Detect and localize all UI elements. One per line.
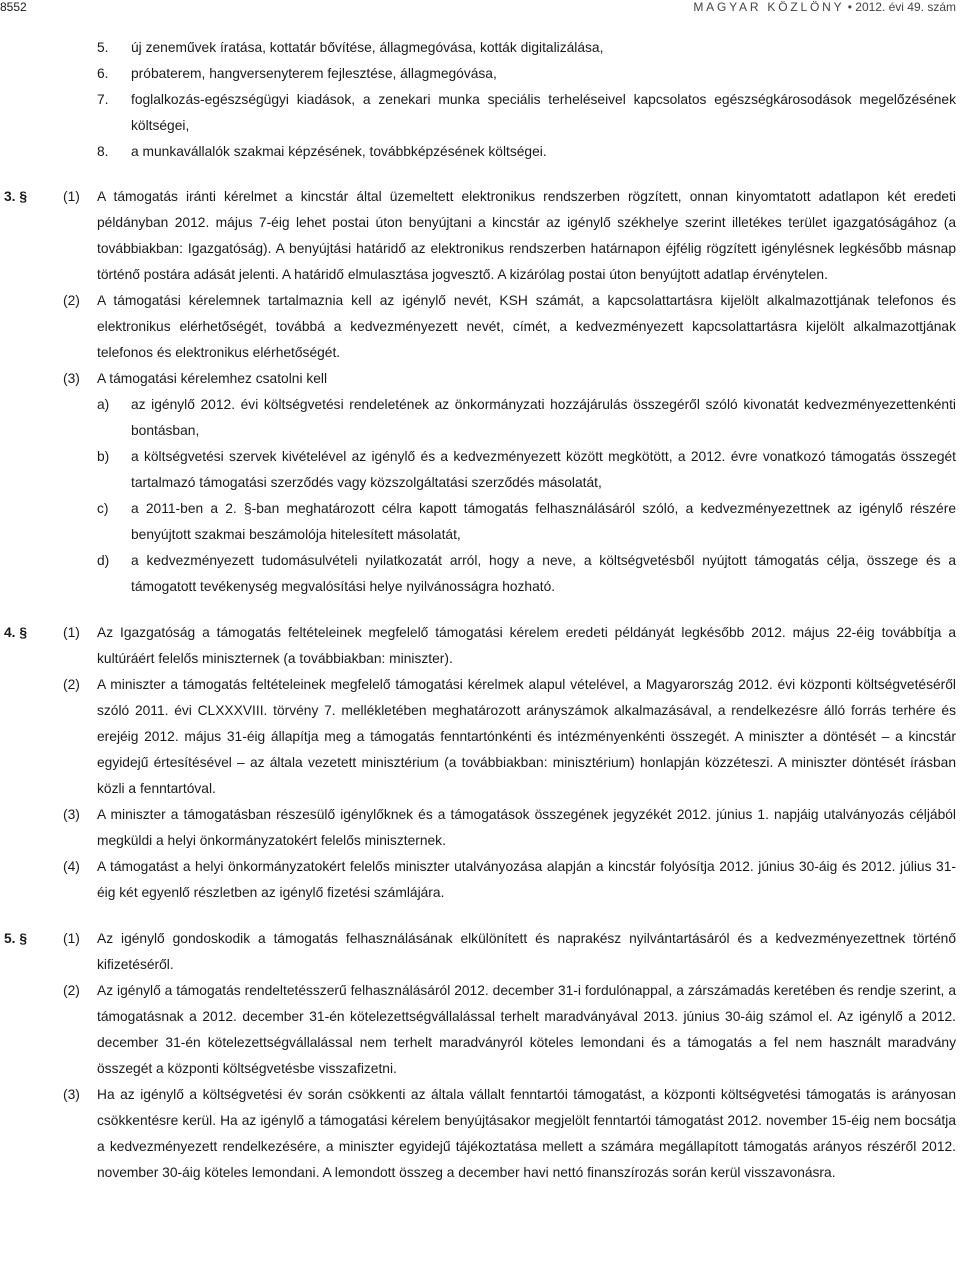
page-header <box>0 0 960 18</box>
list-item-text: próbaterem, hangversenyterem fejlesztése, állagmegóvása, <box>131 66 497 81</box>
paragraph <box>63 1082 956 1186</box>
sections <box>4 184 956 1186</box>
section-label: 4. § <box>4 625 28 640</box>
sub-item <box>97 548 956 600</box>
bullet-separator: • <box>847 0 852 14</box>
list-item <box>97 61 956 87</box>
sub-item-letter: b) <box>97 449 110 464</box>
paragraph-text: Az igénylő a támogatás rendeltetésszerű felhasználásáról 2012. december 31-i fordulónappal, a zárszámadás keretében és rendje szerint, a támogatásnak a 2012. december 31-én kötelezettségvállalással terhelt maradványával 2013. június 30-áig számol el. Az igénylő a 2012. december 31-én kötelezettségvállalással nem terhelt maradványról köteles lemondani és a támogatás a fel nem használt maradvány összegét a központi költségvetésbe visszafizetni. <box>97 983 956 1076</box>
section-3 <box>4 184 956 600</box>
paragraph-content <box>97 802 956 854</box>
section-4 <box>4 620 956 906</box>
paragraph-text: Ha az igénylő a költségvetési év során csökkenti az általa vállalt fenntartói támogatást, a központi költségvetési támogatás is arányosan csökkentésre kerül. Ha az igénylő a támogatási kérelem benyújtásakor megjelölt fenntartói támogatást 2012. november 15-éig nem bocsátja a kedvezményezett rendelkezésére, a miniszter egyidejű tájékoztatása mellett a számára megállapított támogatás arányos részéről 2012. november 30-áig köteles lemondani. A lemondott összeg a december havi nettó finanszírozás során kerül visszavonásra. <box>97 1087 956 1180</box>
list-item-text: a munkavállalók szakmai képzésének, továbbképzésének költségei. <box>131 144 547 159</box>
paragraph <box>63 288 956 366</box>
list-item-number: 6. <box>97 66 109 81</box>
list-item-number: 8. <box>97 144 109 159</box>
paragraph-text: Az igénylő gondoskodik a támogatás felhasználásának elkülönített és naprakész nyilvántartásáról és a kedvezményezettnek történő kifizetéséről. <box>97 931 956 972</box>
paragraph-text: Az Igazgatóság a támogatás feltételeinek megfelelő támogatási kérelem eredeti példányát legkésőbb 2012. május 22-éig továbbítja a kultúráért felelős miniszternek (a továbbiakban: miniszter). <box>97 625 956 666</box>
list-item-number: 7. <box>97 92 109 107</box>
paragraph <box>63 672 956 802</box>
paragraph-text: A támogatás iránti kérelmet a kincstár által üzemeltett elektronikus rendszerben rögzített, onnan kinyomtatott adatlapon két eredeti példányban 2012. május 7-éig lehet postai úton benyújtani a kincstár az igénylő székhelye szerint illetékes terület igazgatóságához (a továbbiakban: Igazgatóság). A benyújtási határidő az elektronikus rendszerben határnapon éjfélig rögzített igénylésnek legkésőbb másnap történő postára adását jelenti. A határidő elmulasztása jogvesztő. A kizárólag postai úton benyújtott adatlap érvénytelen. <box>97 189 956 282</box>
section-body <box>63 620 956 906</box>
section-label: 5. § <box>4 931 28 946</box>
sub-item-letter: c) <box>97 501 109 516</box>
paragraph-text: A miniszter a támogatásban részesülő igénylőknek és a támogatások összegének jegyzékét 2012. június 1. napjáig utalványozás céljából megküldi a helyi önkormányzatokért felelős miniszternek. <box>97 807 956 848</box>
sub-item <box>97 444 956 496</box>
list-item-text: foglalkozás-egészségügyi kiadások, a zenekari munka speciális terheléseivel kapcsolatos egészségkárosodások megelőzésének költségei, <box>131 92 956 133</box>
paragraph-text: A támogatási kérelemnek tartalmaznia kell az igénylő nevét, KSH számát, a kapcsolattartásra kijelölt alkalmazottjának telefonos és elektronikus elérhetőségét, továbbá a kedvezményezett nevét, címét, a kedvezményezett kapcsolattartásra kijelölt alkalmazottjának telefonos és elektronikus elérhetőségét. <box>97 293 956 360</box>
paragraph-number: (2) <box>63 983 80 998</box>
list-item-number: 5. <box>97 40 109 55</box>
sub-item-letter: d) <box>97 553 110 568</box>
section-body <box>63 926 956 1186</box>
paragraph <box>63 926 956 978</box>
paragraph-content <box>97 620 956 672</box>
paragraph-number: (3) <box>63 371 80 386</box>
sub-item <box>97 496 956 548</box>
paragraph <box>63 802 956 854</box>
paragraph-text: A támogatási kérelemhez csatolni kell <box>97 371 328 386</box>
paragraph-number: (2) <box>63 677 80 692</box>
paragraph-content <box>97 926 956 978</box>
list-item <box>97 139 956 165</box>
paragraph-text: A támogatást a helyi önkormányzatokért felelős miniszter utalványozása alapján a kincstár folyósítja 2012. június 30-áig és 2012. július 31-éig két egyenlő részletben az igénylő fizetési számlájára. <box>97 859 956 900</box>
sub-item-letter: a) <box>97 397 110 412</box>
paragraph-content <box>97 288 956 366</box>
page-number: 8552 <box>0 0 27 14</box>
paragraph <box>63 366 956 600</box>
document-body <box>4 35 956 1186</box>
list-item <box>97 35 956 61</box>
paragraph <box>63 854 956 906</box>
paragraph <box>63 184 956 288</box>
list-item-text: új zeneművek íratása, kottatár bővítése, állagmegóvása, kották digitalizálása, <box>131 40 604 55</box>
paragraph-number: (2) <box>63 293 80 308</box>
paragraph-content <box>97 1082 956 1186</box>
intro-list <box>4 35 956 165</box>
section-body <box>63 184 956 600</box>
section-label: 3. § <box>4 189 28 204</box>
paragraph <box>63 620 956 672</box>
paragraph-content <box>97 184 956 288</box>
paragraph-content <box>97 366 956 600</box>
paragraph-content <box>97 978 956 1082</box>
paragraph-content <box>97 854 956 906</box>
paragraph-number: (1) <box>63 931 80 946</box>
sub-item <box>97 392 956 444</box>
paragraph-number: (3) <box>63 1087 80 1102</box>
issue-label: 2012. évi 49. szám <box>855 0 956 14</box>
paragraph <box>63 978 956 1082</box>
paragraph-number: (1) <box>63 189 80 204</box>
sub-item-text: a 2011-ben a 2. §-ban meghatározott célra kapott támogatás felhasználásáról szóló, a kedvezményezettnek az igénylő részére benyújtott szakmai beszámolója hitelesített másolatát, <box>131 501 956 542</box>
sub-item-text: a költségvetési szervek kivételével az igénylő és a kedvezményezett között megkötött, a 2012. évre vonatkozó támogatás összegét tartalmazó támogatási szerződés vagy közszolgáltatási szerződés másolatát, <box>131 449 956 490</box>
list-item <box>97 87 956 139</box>
paragraph-number: (4) <box>63 859 80 874</box>
paragraph-number: (1) <box>63 625 80 640</box>
journal-title: MAGYAR KÖZLÖNY <box>693 0 845 14</box>
paragraph-content <box>97 672 956 802</box>
sub-item-text: az igénylő 2012. évi költségvetési rendeletének az önkormányzati hozzájárulás összegéről szóló kivonatát kedvezményezettenkénti bontásban, <box>131 397 956 438</box>
paragraph-text: A miniszter a támogatás feltételeinek megfelelő támogatási kérelmek alapul vételével, a Magyarország 2012. évi központi költségvetéséről szóló 2011. évi CLXXXVIII. törvény 7. mellékletében meghatározott arányszámok alkalmazásával, a rendelkezésre álló forrás terhére és erejéig 2012. május 31-éig állapítja meg a támogatás fenntartónkénti és intézményenkénti összegét. A miniszter a döntését – a kincstár egyidejű értesítésével – az általa vezetett minisztérium (a továbbiakban: minisztérium) honlapján közzéteszi. A miniszter döntését írásban közli a fenntartóval. <box>97 677 956 796</box>
section-5 <box>4 926 956 1186</box>
journal-reference <box>693 0 956 14</box>
sub-item-text: a kedvezményezett tudomásulvételi nyilatkozatát arról, hogy a neve, a költségvetésből nyújtott támogatás célja, összege és a támogatott tevékenység megvalósítási helye nyilvánosságra hozható. <box>131 553 956 594</box>
paragraph-number: (3) <box>63 807 80 822</box>
